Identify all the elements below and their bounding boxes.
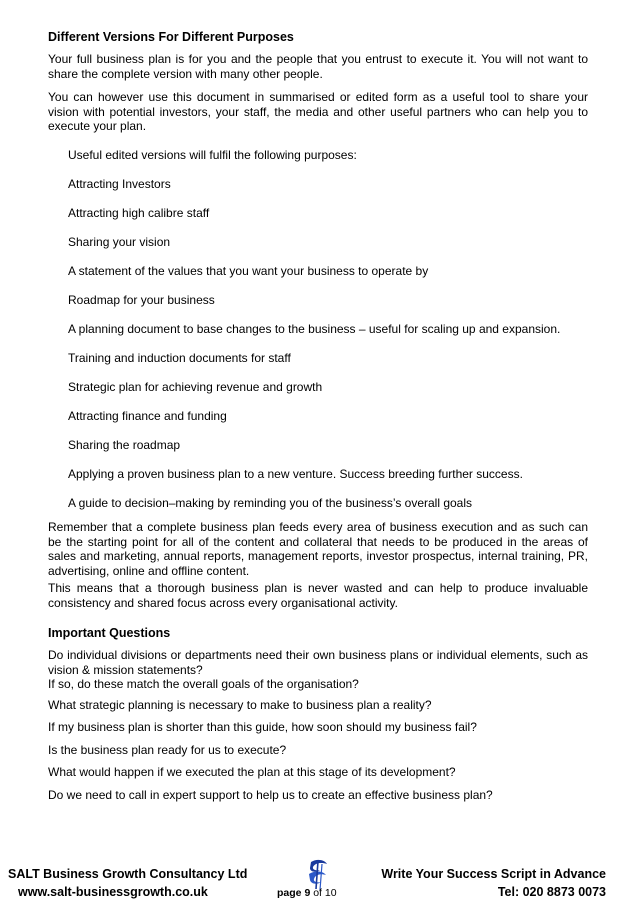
list-item: Sharing the roadmap — [68, 437, 181, 452]
page-content — [48, 30, 588, 810]
question-text: Do individual divisions or departments need their own business plans or individual elements, such as vision & mission statements? — [48, 648, 588, 677]
list-item: Strategic plan for achieving revenue and growth — [68, 379, 323, 394]
section-heading-versions: Different Versions For Different Purposes — [48, 30, 294, 44]
question: Is the business plan ready for us to execute? — [48, 742, 287, 757]
question: If my business plan is shorter than this guide, how soon should my business fail? — [48, 720, 477, 734]
question-text: If so, do these match the overall goals of the organisation? — [48, 677, 359, 691]
footer-website: www.salt-businessgrowth.co.uk — [18, 885, 208, 899]
list-intro: Useful edited versions will fulfil the following purposes: — [68, 147, 357, 162]
list-item: Attracting finance and funding — [68, 408, 227, 423]
list-item: A statement of the values that you want your business to operate by — [68, 263, 429, 278]
list-item: Roadmap for your business — [68, 292, 215, 307]
footer-company: SALT Business Growth Consultancy Ltd — [8, 867, 248, 881]
paragraph: Your full business plan is for you and the people that you entrust to execute it. You will not want to share the complete version with many other people. — [48, 52, 588, 81]
page-number: page 9 of 10 — [277, 887, 337, 899]
footer-tagline: Write Your Success Script in Advance — [381, 867, 606, 881]
question — [48, 648, 588, 692]
page-footer — [0, 858, 638, 903]
footer-phone: Tel: 020 8873 0073 — [497, 885, 606, 899]
paragraph: You can however use this document in summarised or edited form as a useful tool to share your vision with potential investors, your staff, the media and other useful partners who can help you to execute your plan. — [48, 90, 588, 133]
paragraph: This means that a thorough business plan is never wasted and can help to produce invaluable consistency and shared focus across every organisational activity. — [48, 581, 588, 610]
list-item: Sharing your vision — [68, 234, 171, 249]
paragraph: Remember that a complete business plan feeds every area of business execution and as such can be the starting point for all of the content and collateral that needs to be produced in the areas of sales and marketing, annual reports, management reports, investor prospectus, internal training, PR, advertising, online and offline content. — [48, 520, 588, 578]
list-item: Attracting Investors — [68, 176, 171, 191]
section-heading-questions: Important Questions — [48, 626, 171, 640]
list-item: A guide to decision–making by reminding you of the business’s overall goals — [68, 495, 473, 510]
question: What would happen if we executed the plan at this stage of its development? — [48, 765, 456, 779]
list-item: A planning document to base changes to the business – useful for scaling up and expansion. — [68, 321, 561, 336]
question: What strategic planning is necessary to make to business plan a reality? — [48, 697, 432, 712]
list-item: Attracting high calibre staff — [68, 205, 210, 220]
question: Do we need to call in expert support to help us to create an effective business plan? — [48, 787, 493, 802]
list-item: Training and induction documents for staff — [68, 350, 291, 365]
list-item: Applying a proven business plan to a new venture. Success breeding further success. — [68, 466, 523, 481]
